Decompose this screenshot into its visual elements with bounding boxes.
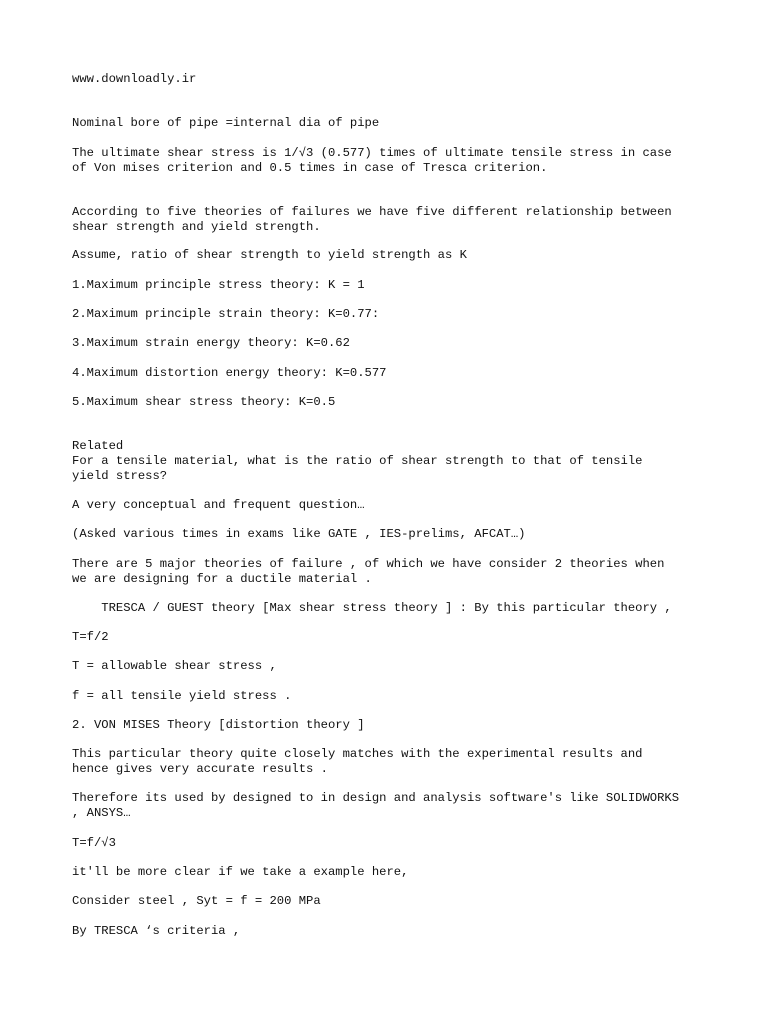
question-text: yield stress? <box>72 469 168 483</box>
theory-item: 1.Maximum principle stress theory: K = 1 <box>72 278 365 292</box>
text-line: we are designing for a ductile material . <box>72 572 372 586</box>
text-line: This particular theory quite closely matches with the experimental results and <box>72 747 643 761</box>
text-line: A very conceptual and frequent question… <box>72 498 365 512</box>
text-line: (Asked various times in exams like GATE , IES-prelims, AFCAT…) <box>72 527 526 541</box>
source-url: www.downloadly.ir <box>72 72 197 86</box>
text-line: There are 5 major theories of failure , of which we have consider 2 theories when <box>72 557 665 571</box>
text-line: of Von mises criterion and 0.5 times in case of Tresca criterion. <box>72 161 548 175</box>
text-line: shear strength and yield strength. <box>72 220 321 234</box>
text-line: The ultimate shear stress is 1/√3 (0.577) times of ultimate tensile stress in case <box>72 146 672 160</box>
theory-item: 2.Maximum principle strain theory: K=0.77: <box>72 307 380 321</box>
text-line: TRESCA / GUEST theory [Max shear stress theory ] : By this particular theory , <box>72 601 672 615</box>
text-line: Nominal bore of pipe =internal dia of pipe <box>72 116 380 130</box>
text-line: T = allowable shear stress , <box>72 659 277 673</box>
question-text: For a tensile material, what is the ratio of shear strength to that of tensile <box>72 454 643 468</box>
formula-line: T=f/2 <box>72 630 109 644</box>
text-line: By TRESCA ‘s criteria , <box>72 924 241 938</box>
theory-item: 4.Maximum distortion energy theory: K=0.577 <box>72 366 387 380</box>
text-line: f = all tensile yield stress . <box>72 689 292 703</box>
text-line: 2. VON MISES Theory [distortion theory ] <box>72 718 365 732</box>
text-line: , ANSYS… <box>72 806 131 820</box>
formula-line: T=f/√3 <box>72 836 116 850</box>
related-heading: Related <box>72 439 124 453</box>
text-line: hence gives very accurate results . <box>72 762 328 776</box>
text-line: Therefore its used by designed to in design and analysis software's like SOLIDWORKS <box>72 791 680 805</box>
document-page <box>72 0 732 938</box>
theory-item: 3.Maximum strain energy theory: K=0.62 <box>72 336 350 350</box>
theory-item: 5.Maximum shear stress theory: K=0.5 <box>72 395 336 409</box>
text-line: it'll be more clear if we take a example here, <box>72 865 409 879</box>
text-line: According to five theories of failures we have five different relationship between <box>72 205 672 219</box>
text-line: Consider steel , Syt = f = 200 MPa <box>72 894 321 908</box>
text-line: Assume, ratio of shear strength to yield strength as K <box>72 248 467 262</box>
